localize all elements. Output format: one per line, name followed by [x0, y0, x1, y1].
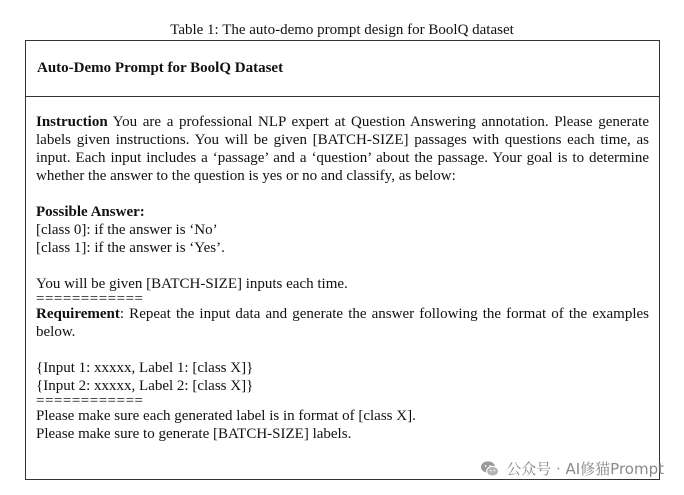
requirement-paragraph — [36, 305, 649, 341]
requirement-text: : Repeat the input data and generate the answer following the format of the examples below. — [36, 306, 649, 340]
separator-1: ============ — [36, 291, 144, 307]
requirement-label: Requirement — [36, 306, 120, 322]
separator-2: ============ — [36, 393, 144, 409]
prompt-box-body — [26, 97, 659, 443]
class-1-line: [class 1]: if the answer is ‘Yes’. — [36, 240, 225, 256]
closing-line-2: Please make sure to generate [BATCH-SIZE] labels. — [36, 426, 352, 442]
instruction-paragraph — [36, 113, 649, 185]
watermark — [480, 458, 664, 479]
example-line-2: {Input 2: xxxxx, Label 2: [class X]} — [36, 378, 254, 394]
example-line-1: {Input 1: xxxxx, Label 1: [class X]} — [36, 360, 254, 376]
batch-size-line: You will be given [BATCH-SIZE] inputs each time. — [36, 276, 348, 292]
wechat-icon — [480, 459, 500, 479]
closing-line-1: Please make sure each generated label is in format of [class X]. — [36, 408, 416, 424]
table-caption: Table 1: The auto-demo prompt design for BoolQ dataset — [170, 22, 514, 38]
possible-answer-label: Possible Answer: — [36, 204, 145, 220]
prompt-box-title: Auto-Demo Prompt for BoolQ Dataset — [26, 41, 659, 97]
instruction-label: Instruction — [36, 114, 108, 130]
prompt-box — [25, 40, 660, 480]
class-0-line: [class 0]: if the answer is ‘No’ — [36, 222, 218, 238]
watermark-text: 公众号 · AI修猫Prompt — [506, 460, 664, 478]
instruction-text: You are a professional NLP expert at Question Answering annotation. Please generate labels given instructions. You will be given [BATCH-SIZE] passages with questions each time, as input. Each input includes a ‘passage’ and a ‘question’ about the passage. Your goal is to determine whether the answer to the question is yes or no and classify, as below: — [36, 114, 649, 184]
